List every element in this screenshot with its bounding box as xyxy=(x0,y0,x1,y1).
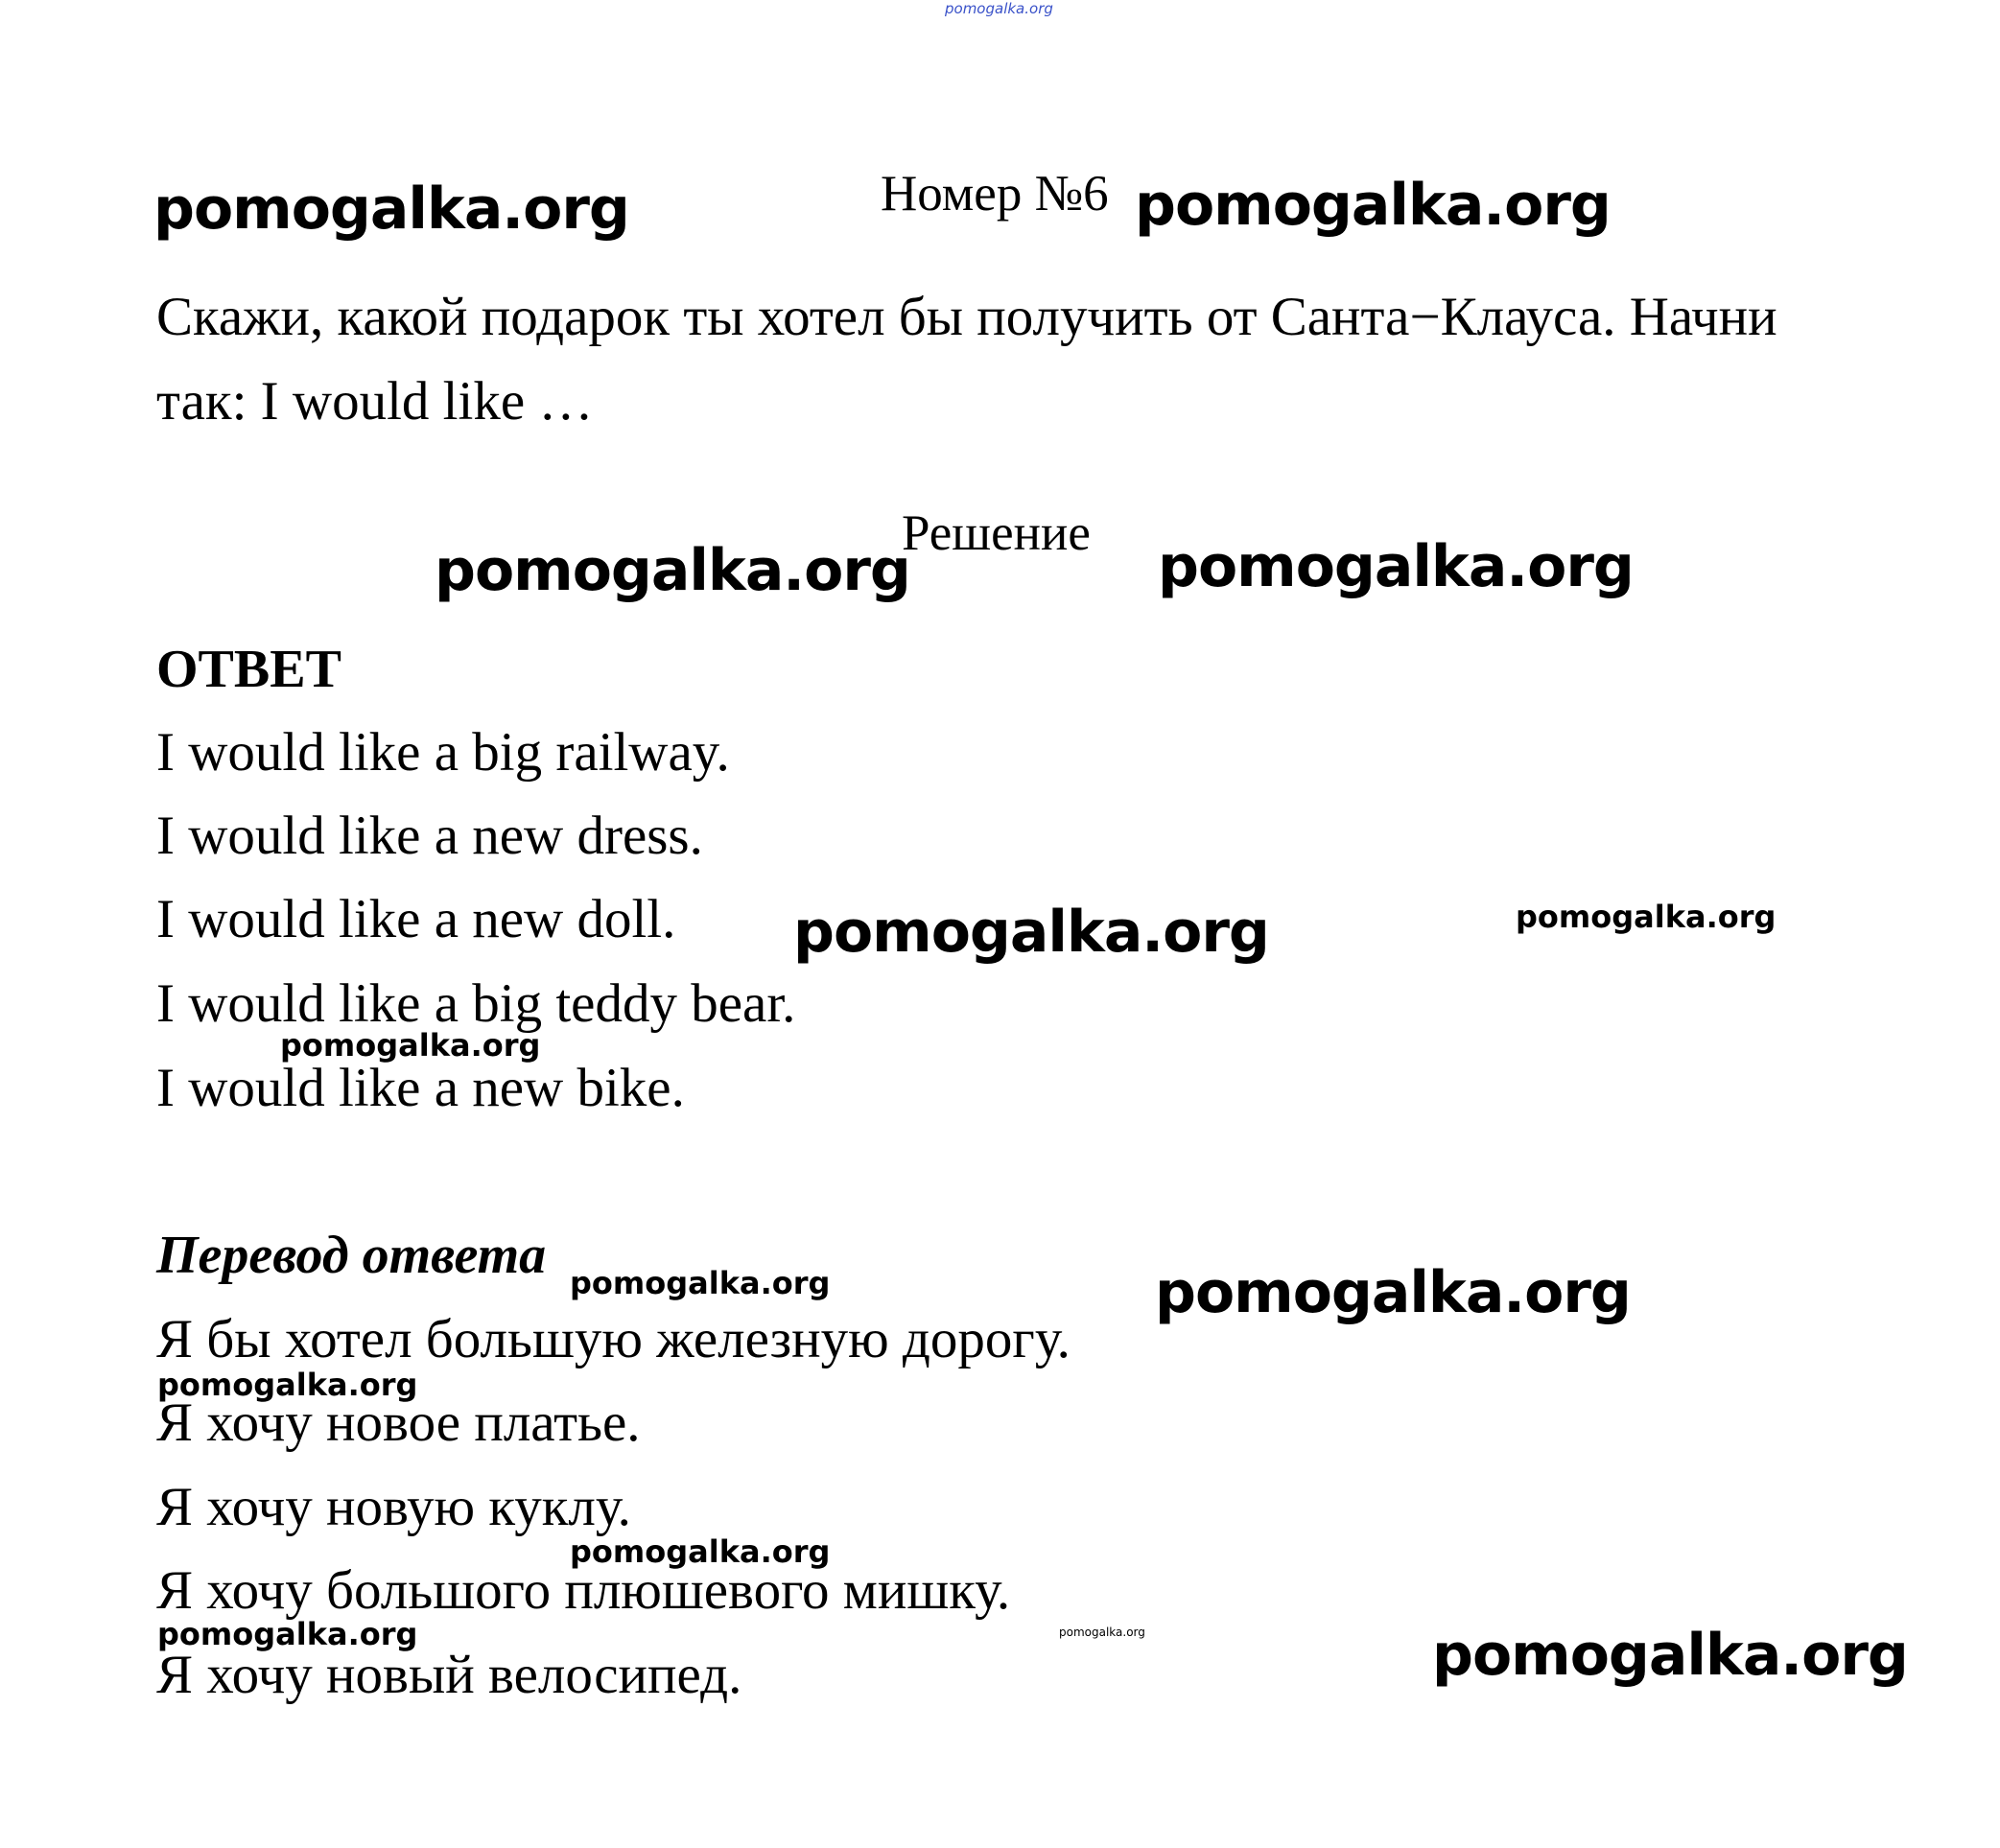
solution-label: Решение xyxy=(902,505,1091,561)
watermark-translation-tiny: pomogalka.org xyxy=(1059,1626,1145,1639)
translation-heading: Перевод ответа xyxy=(156,1226,547,1285)
watermark-solution-left: pomogalka.org xyxy=(435,537,910,604)
watermark-top: pomogalka.org xyxy=(945,0,1053,17)
translation-line: Я хочу большого плюшевого мишку. xyxy=(156,1560,1011,1621)
watermark-translation-small-1: pomogalka.org xyxy=(157,1367,418,1403)
watermark-translation-small-2: pomogalka.org xyxy=(570,1533,831,1570)
answer-line: I would like a new doll. xyxy=(156,889,676,949)
translation-line: Я хочу новый велосипед. xyxy=(156,1645,742,1705)
answer-line: I would like a big railway. xyxy=(156,722,730,783)
translation-line: Я хочу новое платье. xyxy=(156,1392,641,1453)
task-line-1: Скажи, какой подарок ты хотел бы получить от Санта−Клауса. Начни xyxy=(156,287,1777,347)
watermark-header-right: pomogalka.org xyxy=(1135,172,1611,239)
page-title: Номер №6 xyxy=(881,166,1109,222)
watermark-translation-right: pomogalka.org xyxy=(1155,1259,1631,1326)
watermark-answer-right: pomogalka.org xyxy=(1516,899,1776,935)
watermark-translation-small-3: pomogalka.org xyxy=(157,1616,418,1652)
watermark-header-left: pomogalka.org xyxy=(153,175,629,243)
translation-line: Я бы хотел большую железную дорогу. xyxy=(156,1309,1071,1369)
translation-line: Я хочу новую куклу. xyxy=(156,1477,631,1537)
answer-line: I would like a new bike. xyxy=(156,1058,685,1118)
task-line-2: так: I would like … xyxy=(156,371,594,432)
watermark-solution-right: pomogalka.org xyxy=(1158,533,1634,600)
watermark-answer-small: pomogalka.org xyxy=(280,1027,541,1064)
watermark-answer-center: pomogalka.org xyxy=(793,899,1269,966)
watermark-translation-heading: pomogalka.org xyxy=(570,1265,831,1301)
answer-heading: ОТВЕТ xyxy=(156,640,341,699)
watermark-bottom-right: pomogalka.org xyxy=(1432,1622,1908,1689)
answer-line: I would like a big teddy bear. xyxy=(156,973,796,1034)
answer-line: I would like a new dress. xyxy=(156,806,703,866)
